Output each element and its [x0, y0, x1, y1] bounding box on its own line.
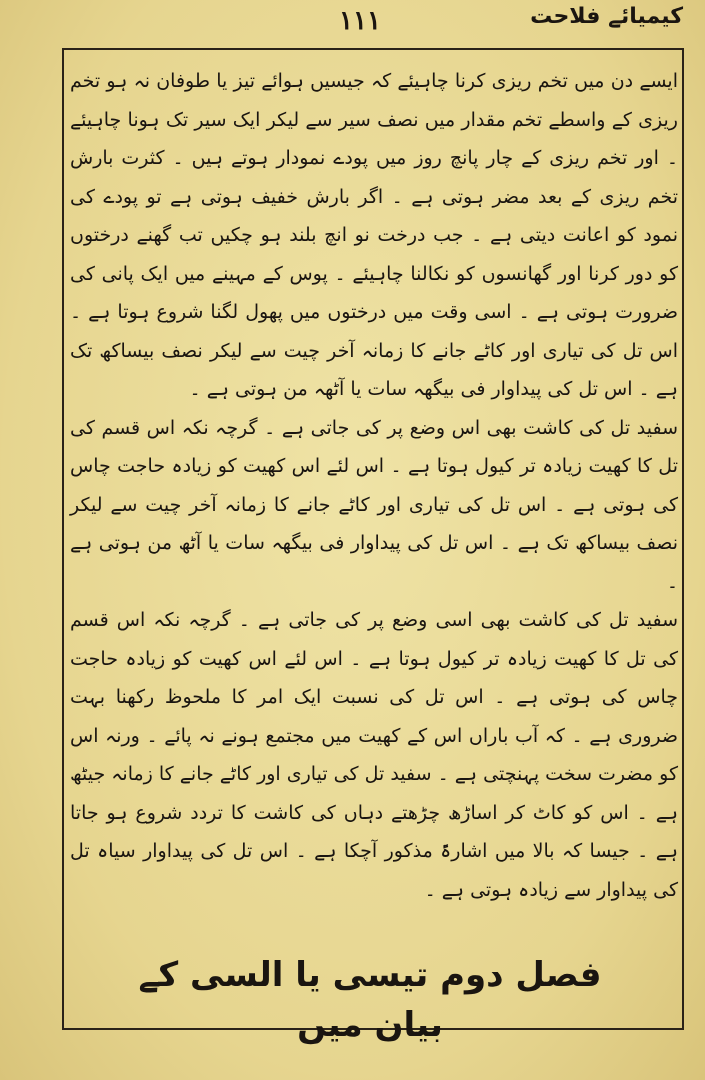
page-header [0, 0, 705, 50]
body-text [70, 62, 678, 909]
paragraph-1: ایسے دن میں تخم ریزی کرنا چاہیئے کہ جیسیں ہوائے تیز یا طوفان نہ ہو تخم ریزی کے واسطے تخم مقدار میں نصف سیر سے لیکر ایک سیر تک ہونا چاہیئے ۔ اور تخم ریزی کے چار پانچ روز میں پودے نمودار ہوتے ہیں ۔ کثرت بارش تخم ریزی کے بعد مضر ہوتی ہے ۔ اگر بارش خفیف ہوتی ہے تو پودے کی نمود کو اعانت دیتی ہے ۔ جب درخت نو انچ بلند ہو چکیں تب گھنے درختوں کو دور کرنا اور گھانسوں کو نکالنا چاہیئے ۔ پوس کے مہینے میں ایک پانی کی ضرورت ہوتی ہے ۔ اسی وقت میں درختوں میں پھول لگنا شروع ہوتا ہے ۔ اس تل کی تیاری اور کاٹے جانے کا زمانہ آخر چیت سے لیکر نصف بیساکھ تک ہے ۔ اس تل کی پیداوار فی بیگھہ سات یا آٹھہ من ہوتی ہے ۔ [70, 70, 678, 400]
paragraph-2: سفید تل کی کاشت بھی اس وضع پر کی جاتی ہے ۔ گرچہ نکہ اس قسم کی تل کا کھیت زیادہ تر کیول ہوتا ہے ۔ اس لئے اس کھیت کو زیادہ حاجت چاس کی ہوتی ہے ۔ اس تل کی تیاری اور کاٹے جانے کا زمانہ آخر چیت سے لیکر نصف بیساکھ تک ہے ۔ اس تل کی پیداوار فی بیگھہ سات یا آٹھ من ہوتی ہے ۔ [70, 416, 678, 593]
running-title: کیمیائے فلاحت [530, 4, 683, 29]
page-number: ۱۱۱ [339, 6, 381, 36]
paragraph-3: سفید تل کی کاشت بھی اسی وضع پر کی جاتی ہے ۔ گرچہ نکہ اس قسم کی تل کا کھیت زیادہ تر کیول ہوتا ہے ۔ اس لئے اس کھیت کو زیادہ حاجت چاس کی ہوتی ہے ۔ اس تل کی نسبت ایک امر کا ملحوظ رکھنا بہت ضروری ہے ۔ کہ آب باراں اس کے کھیت میں مجتمع ہونے نہ پائے ۔ ورنہ اس کو مضرت سخت پہنچتی ہے ۔ سفید تل کی تیاری اور کاٹے جانے کا زمانہ جیٹھ ہے ۔ اس کو کاٹ کر اساڑھ چڑھتے دہاں کی کاشت کا تردد شروع ہو جاتا ہے ۔ جیسا کہ بالا میں اشارۃً مذکور آچکا ہے ۔ اس تل کی پیداوار سیاہ تل کی پیداوار سے زیادہ ہوتی ہے ۔ [70, 609, 678, 901]
section-heading: فصل دوم تیسی یا السی کے بیان میں [138, 955, 602, 1045]
